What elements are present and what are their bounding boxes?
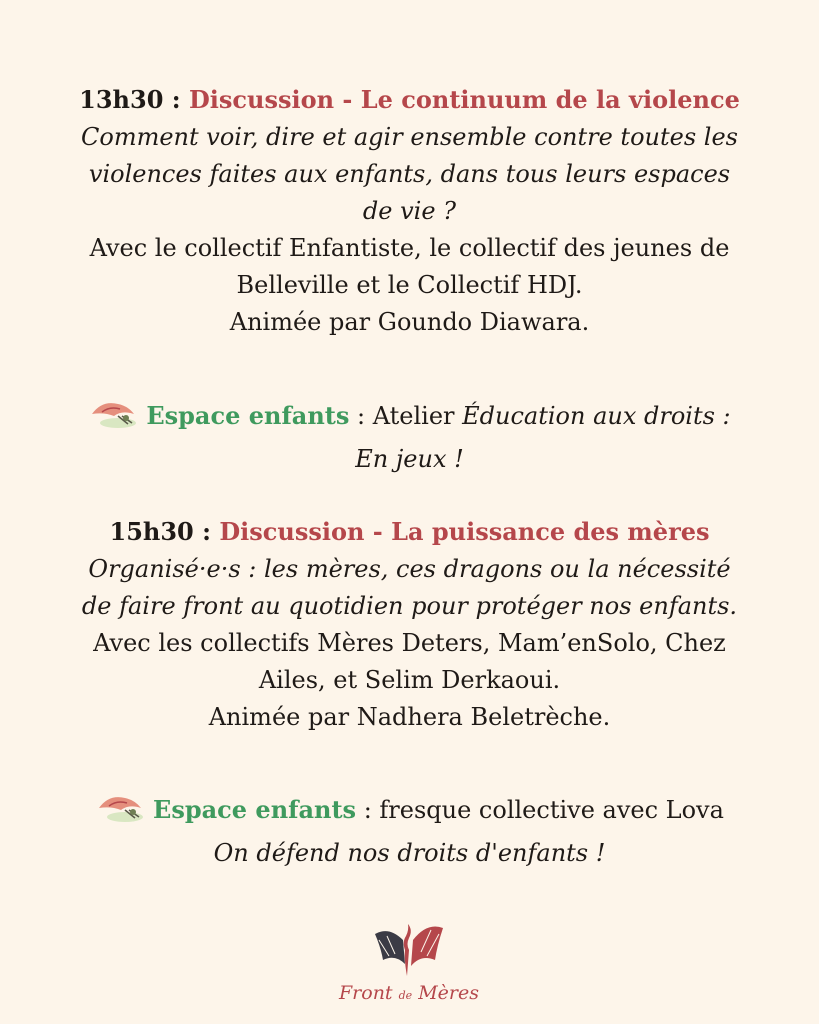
kids-space-2-label: Espace enfants [153,795,357,824]
session-2-desc-line: de faire front au quotidien pour protéger nos enfants. [81,592,738,620]
front-de-meres-logo [334,920,484,1010]
kids-space-1-label: Espace enfants [146,401,350,430]
session-1 [0,81,819,341]
kids-space-2-title: On défend nos droits d'enfants ! [213,839,606,867]
session-2-desc-line: Organisé·e·s : les mères, ces dragons ou la nécessité [88,555,731,583]
session-1-host: Animée par Goundo Diawara. [229,308,590,336]
session-1-with-line: Avec le collectif Enfantiste, le collectif des jeunes de [89,234,730,262]
session-2-host: Animée par Nadhera Beletrèche. [208,703,611,731]
dragon-kite-icon [95,790,147,835]
session-1-heading: 13h30 : Discussion - Le continuum de la violence [79,85,740,114]
kids-space-2 [0,790,819,872]
session-1-desc-line: violences faites aux enfants, dans tous leurs espaces [88,160,731,188]
session-1-desc-line: de vie ? [362,197,457,225]
session-1-title: Discussion - Le continuum de la violence [188,85,740,114]
kids-space-1-title: Éducation aux droits : [462,402,731,430]
session-2-time: 15h30 [109,517,194,546]
session-2-with-line: Ailes, et Selim Derkaoui. [258,666,561,694]
session-1-time: 13h30 [79,85,164,114]
session-2 [0,513,819,736]
session-1-desc-line: Comment voir, dire et agir ensemble contre toutes les [81,123,738,151]
logo-wordmark: Front de Mères [338,982,479,1004]
session-2-heading: 15h30 : Discussion - La puissance des mères [109,517,710,546]
session-1-with-line: Belleville et le Collectif HDJ. [236,271,583,299]
kids-space-1-title-line2: En jeux ! [355,445,464,473]
kids-space-2-heading: Espace enfants : fresque collective avec Lova [0,790,819,835]
dragon-kite-icon [88,396,140,441]
kids-space-1-heading: Espace enfants : Atelier Éducation aux droits : [0,396,819,441]
kids-space-1 [0,396,819,478]
session-2-title: Discussion - La puissance des mères [219,517,710,546]
session-2-with-line: Avec les collectifs Mères Deters, Mam’enSolo, Chez [93,629,726,657]
dragon-logo-icon [369,920,449,980]
